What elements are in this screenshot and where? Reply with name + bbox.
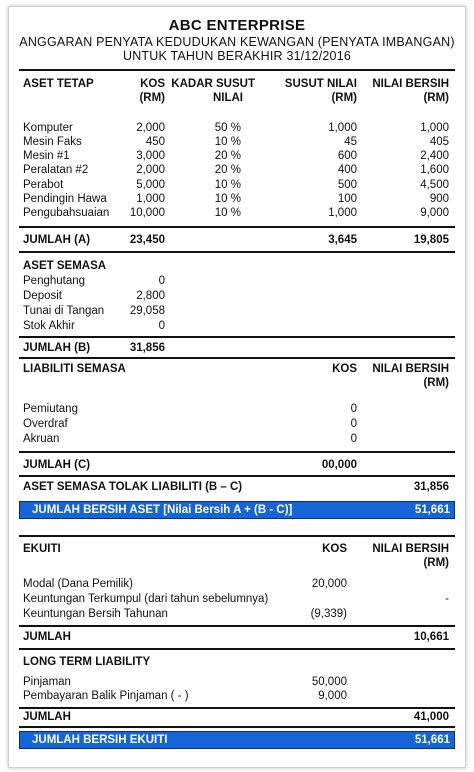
total-label-c: JUMLAH (C) — [23, 459, 91, 471]
divider — [19, 451, 455, 453]
liability-name: Pemiutang — [23, 403, 78, 415]
divider — [19, 535, 455, 537]
divider — [19, 726, 455, 728]
asset-rate: 20 % — [214, 150, 241, 162]
asset-net-value: 405 — [429, 136, 449, 148]
asset-rate: 20 % — [214, 164, 241, 176]
current-asset-name: Penghutang — [23, 275, 86, 287]
equity-item-net-value: - — [445, 593, 449, 605]
equity-item-name: Keuntungan Bersih Tahunan — [23, 608, 168, 620]
asset-name: Peralatan #2 — [23, 164, 89, 176]
divider — [19, 475, 455, 477]
asset-rate: 50 % — [214, 122, 241, 134]
asset-depreciation: 600 — [337, 150, 357, 162]
asset-name: Perabot — [23, 179, 64, 191]
total-label-a: JUMLAH (A) — [23, 234, 91, 246]
equity-item-name: Modal (Dana Pemilik) — [23, 578, 133, 590]
column-header-net-value-unit: (RM) — [423, 92, 449, 104]
company-title: ABC ENTERPRISE — [168, 17, 306, 34]
column-header-kos: KOS — [140, 78, 165, 90]
asset-net-value: 9,000 — [420, 207, 449, 219]
current-asset-value: 29,058 — [129, 305, 165, 317]
asset-name: Pengubahsuaian — [23, 207, 110, 219]
net-assets-value: 51,661 — [414, 504, 450, 516]
long-term-item-name: Pinjaman — [23, 676, 71, 688]
column-header-net-value: NILAI BERSIH — [372, 363, 449, 375]
net-assets-label: JUMLAH BERSIH ASET [Nilai Bersih A + (B - C)] — [32, 504, 293, 516]
asset-net-value: 1,000 — [420, 122, 449, 134]
column-header-rate-line2: NILAI — [212, 92, 243, 104]
column-header-depreciation: SUSUT NILAI — [284, 78, 357, 90]
asset-cost: 2,000 — [136, 122, 165, 134]
asset-name: Pendingin Hawa — [23, 193, 107, 205]
column-header-net-value: NILAI BERSIH — [372, 78, 449, 90]
equity-total-label: JUMLAH — [23, 631, 71, 643]
asset-name: Komputer — [23, 122, 73, 134]
section-heading-current-liabilities: LIABILITI SEMASA — [23, 363, 126, 375]
asset-rate: 10 % — [214, 179, 241, 191]
current-asset-value: 2,800 — [136, 290, 165, 302]
liability-value: 0 — [350, 403, 357, 415]
net-equity-label: JUMLAH BERSIH EKUITI — [32, 734, 168, 746]
net-current-label: ASET SEMASA TOLAK LIABILITI (B – C) — [23, 481, 243, 493]
section-heading-fixed-assets: ASET TETAP — [23, 78, 94, 90]
total-net-value-a: 19,805 — [413, 234, 449, 246]
column-header-kos-unit: (RM) — [139, 92, 165, 104]
divider — [19, 357, 455, 359]
asset-cost: 10,000 — [129, 207, 165, 219]
asset-depreciation: 400 — [337, 164, 357, 176]
total-cost-a: 23,450 — [129, 234, 165, 246]
asset-depreciation: 500 — [337, 179, 357, 191]
column-header-kos: KOS — [322, 543, 347, 555]
divider — [19, 69, 455, 71]
column-header-kos: KOS — [332, 363, 357, 375]
long-term-item-value: 9,000 — [318, 690, 347, 702]
divider — [19, 336, 455, 338]
asset-depreciation: 1,000 — [328, 122, 357, 134]
equity-item-name: Keuntungan Terkumpul (dari tahun sebelumnya) — [23, 593, 269, 605]
divider — [19, 648, 455, 650]
asset-rate: 10 % — [214, 193, 241, 205]
liability-value: 0 — [350, 418, 357, 430]
asset-net-value: 1,600 — [420, 164, 449, 176]
asset-cost: 2,000 — [136, 164, 165, 176]
divider — [19, 625, 455, 627]
asset-depreciation: 45 — [344, 136, 357, 148]
total-label-b: JUMLAH (B) — [23, 342, 91, 354]
equity-item-cost: (9,339) — [310, 608, 347, 620]
section-heading-equity: EKUITI — [23, 543, 61, 555]
divider — [19, 251, 455, 253]
net-assets-band — [19, 501, 455, 519]
net-equity-value: 51,661 — [414, 734, 450, 746]
asset-cost: 450 — [145, 136, 165, 148]
equity-total-value: 10,661 — [413, 631, 449, 643]
balance-sheet — [8, 6, 466, 768]
current-asset-name: Stok Akhir — [23, 320, 75, 332]
asset-cost: 1,000 — [136, 193, 165, 205]
column-header-net-value-unit: (RM) — [423, 377, 449, 389]
column-header-rate: KADAR SUSUT — [171, 78, 255, 90]
net-current-value: 31,856 — [413, 481, 449, 493]
total-depreciation-a: 3,645 — [328, 234, 357, 246]
column-header-net-value: NILAI BERSIH — [372, 543, 449, 555]
liability-name: Akruan — [23, 433, 60, 445]
asset-cost: 5,000 — [136, 179, 165, 191]
current-asset-name: Tunai di Tangan — [23, 305, 105, 317]
long-term-item-name: Pembayaran Balik Pinjaman ( - ) — [23, 690, 189, 702]
asset-rate: 10 % — [214, 207, 241, 219]
long-term-total-label: JUMLAH — [23, 711, 71, 723]
asset-name: Mesin #1 — [23, 150, 70, 162]
column-header-net-value-unit: (RM) — [423, 557, 449, 569]
current-asset-name: Deposit — [23, 290, 62, 302]
column-header-depreciation-unit: (RM) — [331, 92, 357, 104]
long-term-total-value: 41,000 — [413, 711, 449, 723]
long-term-item-value: 50,000 — [311, 676, 347, 688]
section-heading-current-assets: ASET SEMASA — [23, 260, 107, 272]
statement-title: ANGGARAN PENYATA KEDUDUKAN KEWANGAN (PENYATA IMBANGAN) — [19, 35, 455, 49]
current-asset-value: 0 — [158, 275, 165, 287]
asset-cost: 3,000 — [136, 150, 165, 162]
asset-name: Mesin Faks — [23, 136, 82, 148]
equity-item-cost: 20,000 — [311, 578, 347, 590]
liability-name: Overdraf — [23, 418, 68, 430]
total-value-b: 31,856 — [129, 342, 165, 354]
asset-depreciation: 100 — [337, 193, 357, 205]
divider — [19, 707, 455, 709]
asset-net-value: 900 — [429, 193, 449, 205]
net-equity-band — [19, 731, 455, 749]
asset-depreciation: 1,000 — [328, 207, 357, 219]
asset-net-value: 2,400 — [420, 150, 449, 162]
total-value-c: 00,000 — [321, 459, 357, 471]
current-asset-value: 0 — [158, 320, 165, 332]
asset-rate: 10 % — [214, 136, 241, 148]
asset-net-value: 4,500 — [420, 179, 449, 191]
liability-value: 0 — [350, 433, 357, 445]
divider — [19, 226, 455, 228]
statement-period: UNTUK TAHUN BERAKHIR 31/12/2016 — [122, 49, 352, 63]
section-heading-long-term-liability: LONG TERM LIABILITY — [23, 656, 151, 668]
